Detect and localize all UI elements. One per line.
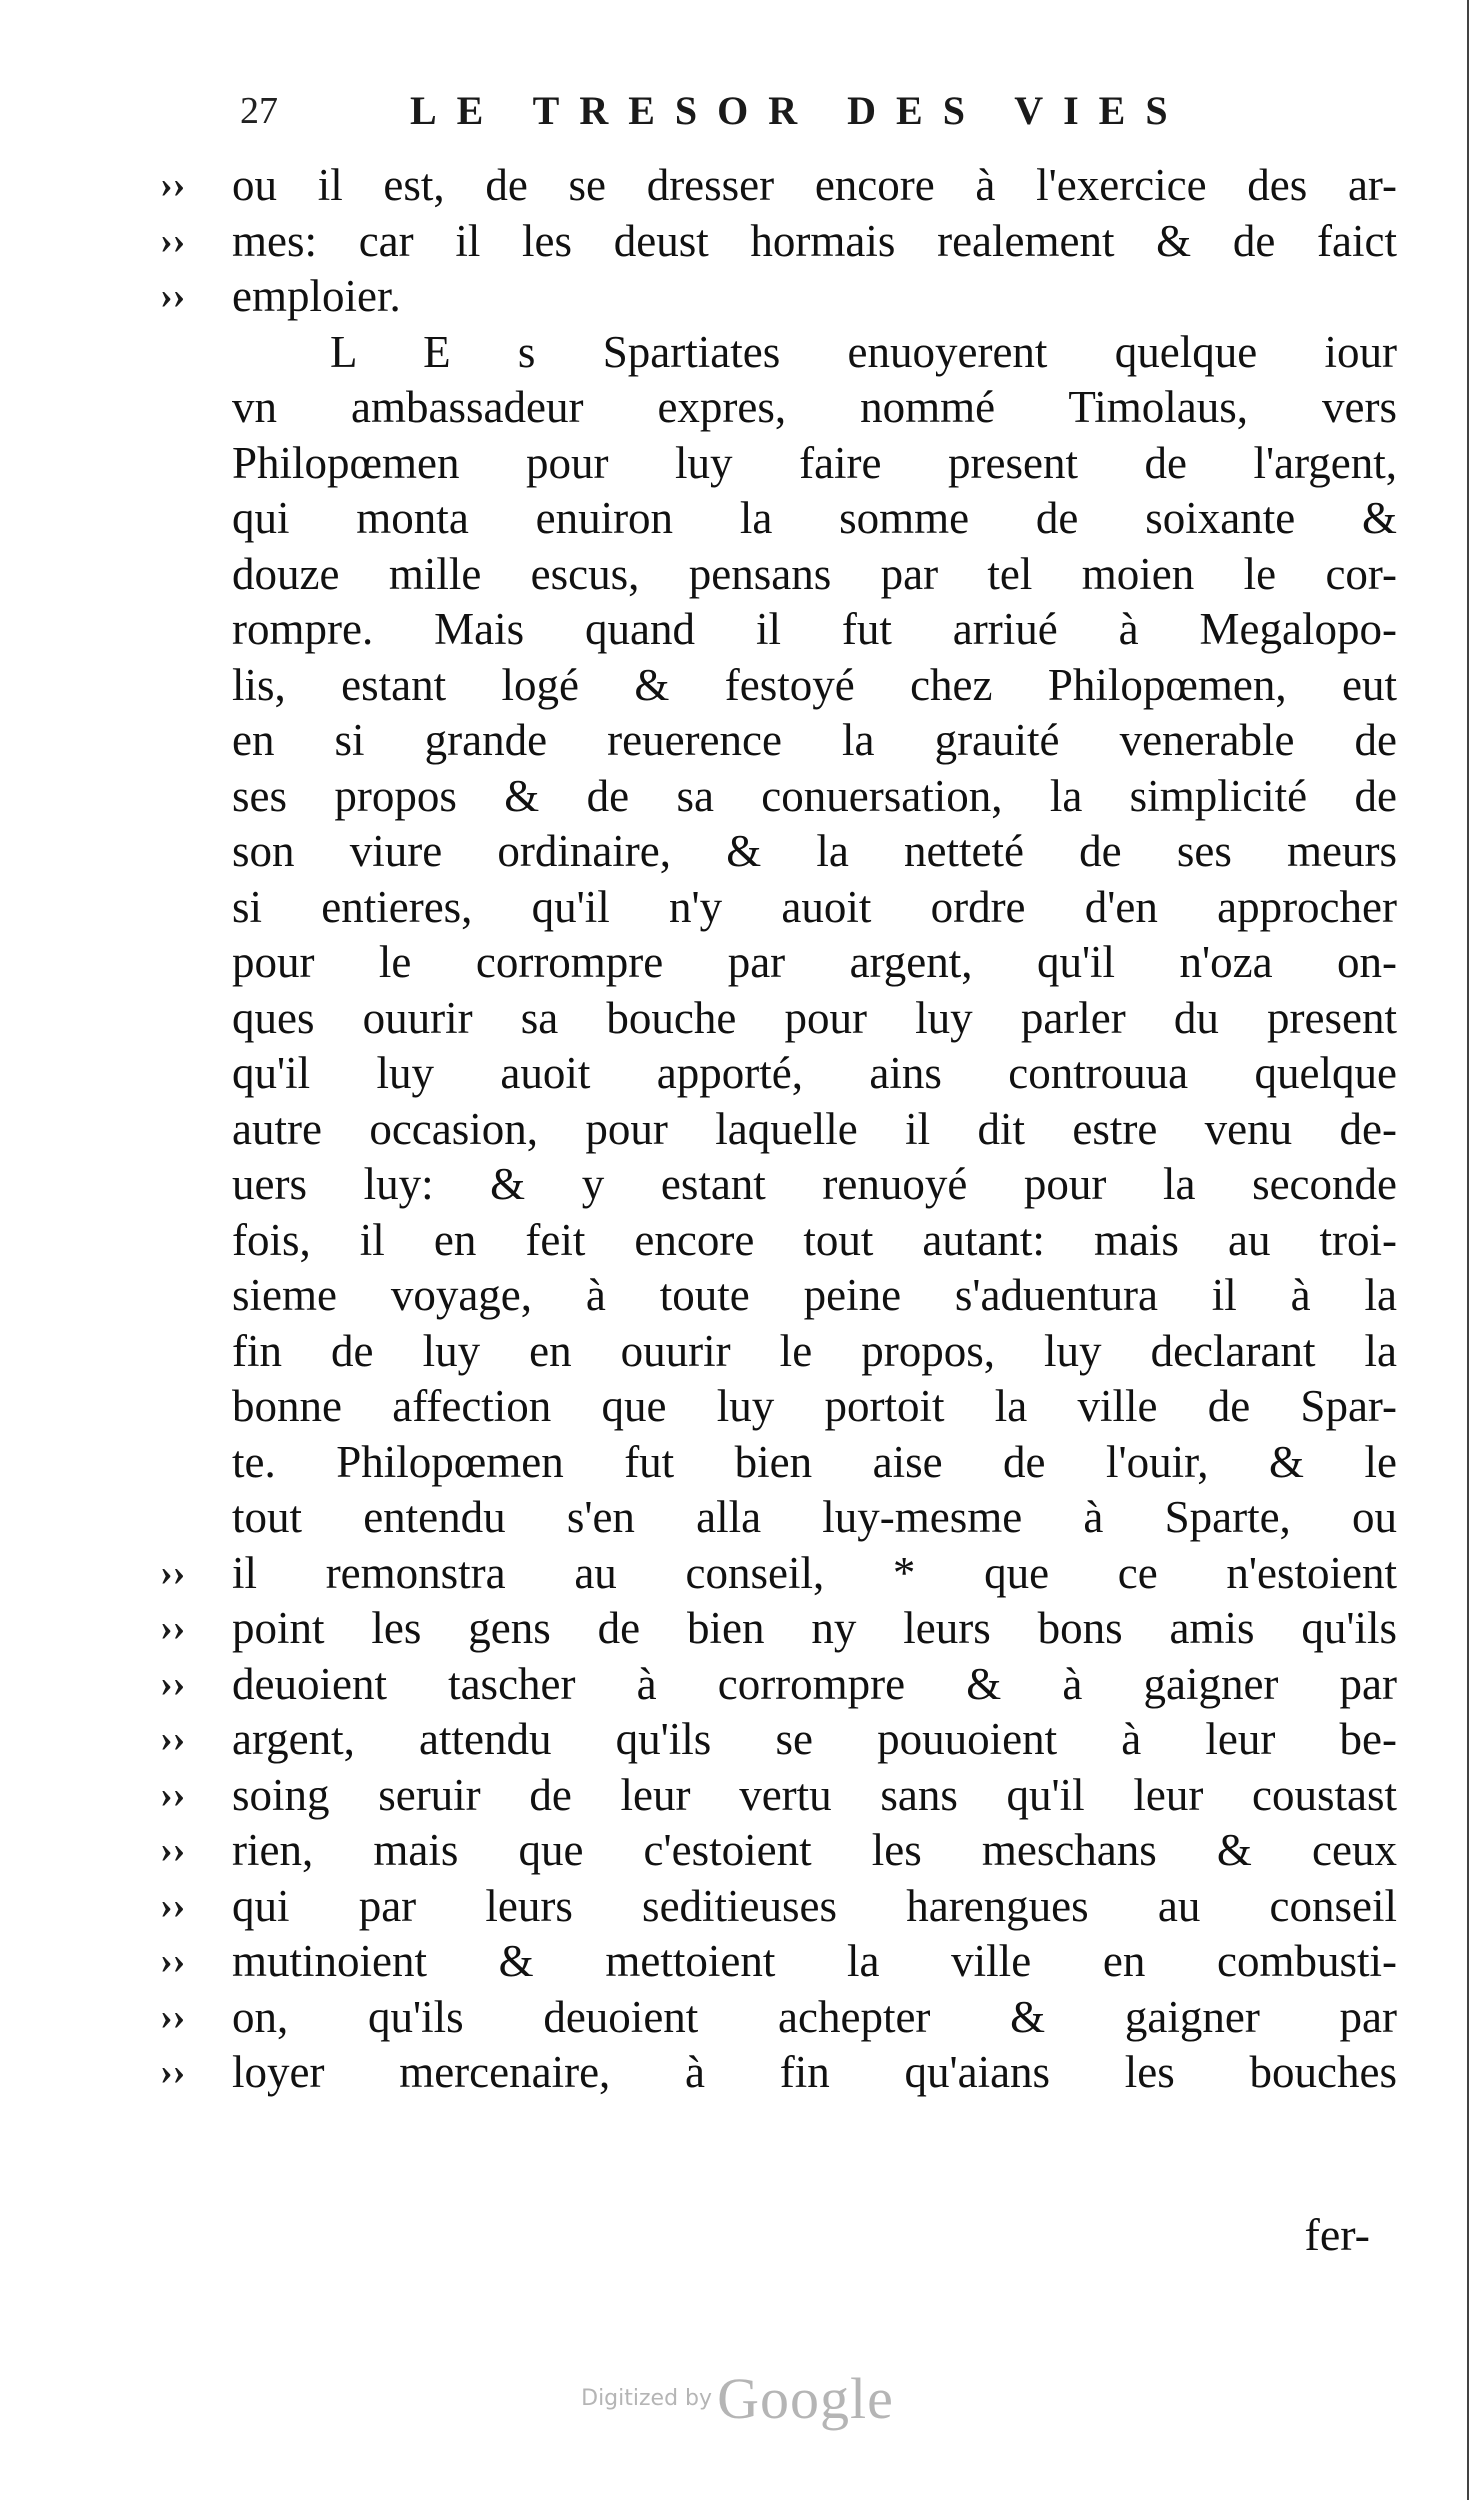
- quote-marker: ››: [160, 1829, 186, 1871]
- text-line: [160, 769, 1400, 825]
- line-text: ques ouurir sa bouche pour luy parler du present: [232, 992, 1397, 1043]
- text-line: [160, 1657, 1400, 1713]
- quote-marker: ››: [160, 1773, 186, 1816]
- text-line: [160, 1324, 1400, 1380]
- text-line: [160, 1157, 1400, 1213]
- text-line: [160, 713, 1400, 769]
- line-text: deuoient tascher à corrompre & à gaigner par: [232, 1658, 1397, 1709]
- text-line: [160, 1546, 1400, 1602]
- quote-marker: ››: [160, 219, 186, 262]
- line-text: on, qu'ils deuoient achepter & gaigner par: [232, 1991, 1397, 2042]
- line-text: mutinoient & mettoient la ville en combusti-: [232, 1936, 1397, 1986]
- catchword: fer-: [1304, 2209, 1370, 2260]
- line-text: qui par leurs seditieuses harengues au conseil: [232, 1880, 1397, 1931]
- line-text: te. Philopœmen fut bien aise de l'ouir, & le: [232, 1436, 1397, 1487]
- quote-marker: ››: [160, 2051, 186, 2093]
- line-text: vn ambassadeur expres, nommé Timolaus, vers: [232, 382, 1397, 432]
- text-line: [160, 380, 1400, 436]
- running-head: [240, 78, 1240, 138]
- line-text: ou il est, de se dresser encore à l'exercice des ar-: [232, 160, 1397, 210]
- text-line: [160, 214, 1400, 270]
- text-line: [160, 1879, 1400, 1935]
- line-text: pour le corrompre par argent, qu'il n'oza on-: [232, 937, 1397, 987]
- line-text: son viure ordinaire, & la netteté de ses meurs: [232, 826, 1397, 876]
- text-line: [160, 1823, 1400, 1879]
- quote-marker: ››: [160, 1940, 186, 1982]
- line-text: fin de luy en ouurir le propos, luy declarant la: [232, 1325, 1397, 1376]
- text-line: [160, 1934, 1400, 1990]
- quote-marker: ››: [160, 275, 186, 317]
- text-line: [160, 1268, 1400, 1324]
- watermark-prefix: Digitized by: [581, 2386, 713, 2411]
- text-line: [160, 1601, 1400, 1657]
- text-line: [160, 1102, 1400, 1158]
- line-text: douze mille escus, pensans par tel moien le cor-: [232, 548, 1397, 599]
- line-text: sieme voyage, à toute peine s'aduentura il à la: [232, 1270, 1397, 1320]
- line-text: emploier.: [232, 271, 401, 321]
- line-text: lis, estant logé & festoyé chez Philopœmen, eut: [232, 659, 1397, 710]
- line-text: uers luy: & y estant renuoyé pour la seconde: [232, 1159, 1397, 1209]
- quote-marker: ››: [160, 1995, 186, 2038]
- quote-marker: ››: [160, 164, 186, 206]
- text-line: [160, 436, 1400, 492]
- paragraph-start: L E s Spartiates enuoyerent quelque iour: [330, 326, 1397, 377]
- line-text: rompre. Mais quand il fut arriué à Megalopo-: [232, 604, 1397, 654]
- text-line: [160, 158, 1400, 214]
- quote-marker: ››: [160, 1607, 186, 1649]
- line-text: en si grande reuerence la grauité venerable de: [232, 715, 1397, 765]
- line-text: fois, il en feit encore tout autant: mais au troi-: [232, 1214, 1397, 1265]
- text-line: [160, 880, 1400, 936]
- line-text: si entieres, qu'il n'y auoit ordre d'en approcher: [232, 881, 1397, 932]
- quote-marker: ››: [160, 1718, 186, 1760]
- line-text: autre occasion, pour laquelle il dit estre venu de-: [232, 1103, 1397, 1154]
- text-line: [160, 1490, 1400, 1546]
- text-line: [160, 2045, 1400, 2101]
- google-logo: Google: [717, 2366, 894, 2431]
- text-line: [160, 1990, 1400, 2046]
- text-line: [160, 491, 1400, 547]
- running-title: LE TRESOR DES VIES: [410, 88, 1188, 133]
- page-number: 27: [240, 90, 278, 132]
- line-text: qu'il luy auoit apporté, ains controuua quelque: [232, 1048, 1397, 1098]
- quote-marker: ››: [160, 1662, 186, 1705]
- quote-marker: ››: [160, 1884, 186, 1927]
- text-line: [160, 1768, 1400, 1824]
- text-line: [160, 1435, 1400, 1491]
- text-line: [160, 325, 1400, 381]
- line-text: argent, attendu qu'ils se pouuoient à leur be-: [232, 1714, 1397, 1764]
- body-text: [160, 158, 1400, 2101]
- line-text: Philopœmen pour luy faire present de l'argent,: [232, 437, 1397, 488]
- line-text: loyer mercenaire, à fin qu'aians les bouches: [232, 2047, 1397, 2097]
- text-line: [160, 991, 1400, 1047]
- digitization-watermark: [0, 2365, 1475, 2432]
- text-line: [160, 824, 1400, 880]
- line-text: il remonstra au conseil, * que ce n'estoient: [232, 1547, 1397, 1598]
- text-line: [160, 658, 1400, 714]
- line-text: tout entendu s'en alla luy-mesme à Sparte, ou: [232, 1492, 1397, 1542]
- text-line: [160, 935, 1400, 991]
- page-edge: [1467, 0, 1469, 2500]
- text-line: [160, 1379, 1400, 1435]
- line-text: ses propos & de sa conuersation, la simplicité de: [232, 770, 1397, 821]
- text-line: [160, 269, 1400, 325]
- line-text: bonne affection que luy portoit la ville de Spar-: [232, 1381, 1397, 1431]
- line-text: rien, mais que c'estoient les meschans & ceux: [232, 1825, 1397, 1875]
- text-line: [160, 1046, 1400, 1102]
- text-line: [160, 1712, 1400, 1768]
- line-text: mes: car il les deust hormais realement & de faict: [232, 215, 1397, 266]
- quote-marker: ››: [160, 1551, 186, 1594]
- text-line: [160, 602, 1400, 658]
- text-line: [160, 1213, 1400, 1269]
- text-line: [160, 547, 1400, 603]
- line-text: point les gens de bien ny leurs bons amis qu'ils: [232, 1603, 1397, 1653]
- line-text: soing seruir de leur vertu sans qu'il leur coustast: [232, 1769, 1397, 1820]
- line-text: qui monta enuiron la somme de soixante &: [232, 493, 1397, 543]
